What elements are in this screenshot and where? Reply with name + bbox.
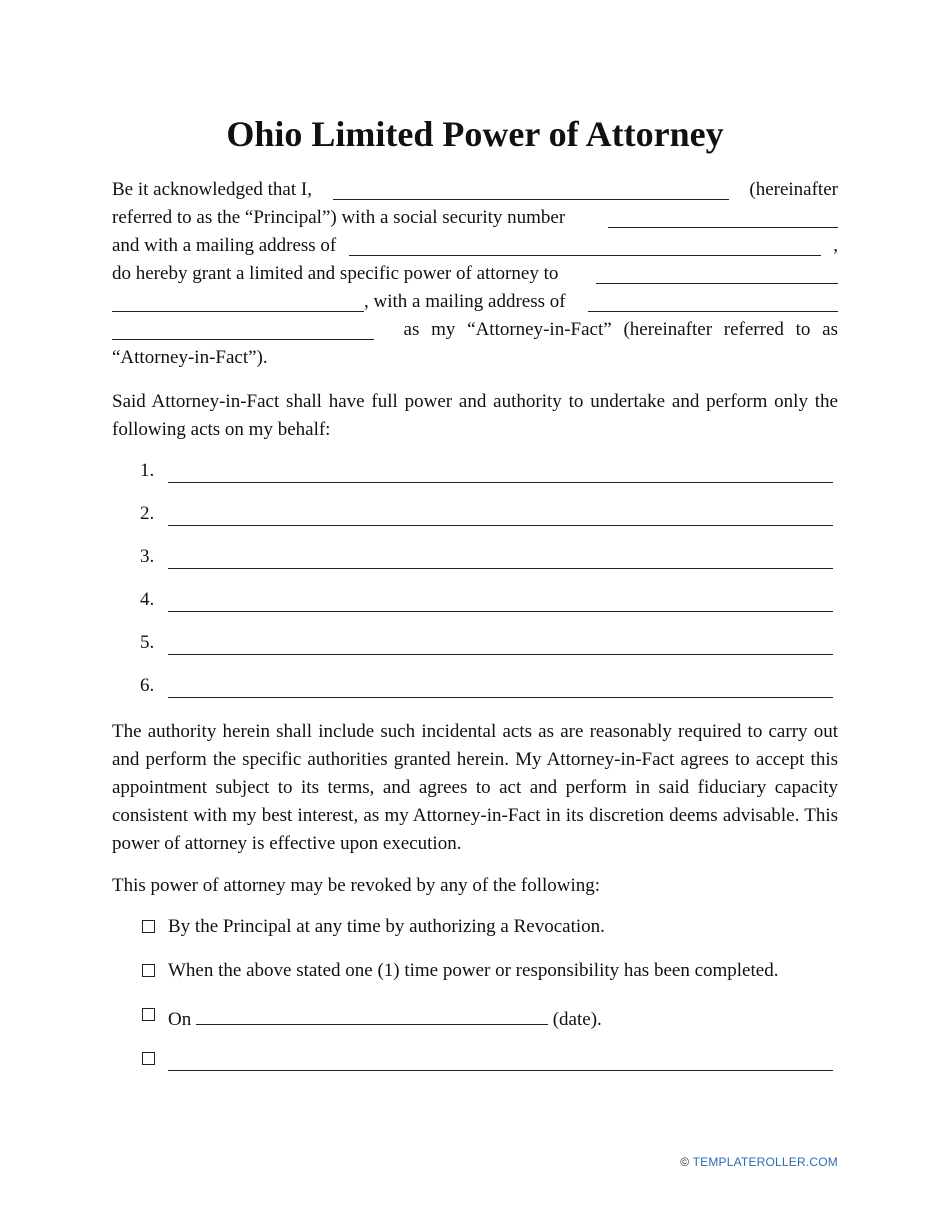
- attorney-address-field[interactable]: [588, 291, 838, 312]
- checkbox[interactable]: [142, 1052, 155, 1065]
- option-label-suffix: (date).: [552, 1009, 602, 1030]
- intro-paragraph: [112, 176, 838, 372]
- act-field[interactable]: [168, 611, 833, 612]
- act-number: 4.: [140, 589, 155, 610]
- ssn-field[interactable]: [608, 207, 838, 228]
- intro-text-3: referred to as the “Principal”) with a social security number: [112, 207, 566, 228]
- option-label-prefix: On: [168, 1009, 192, 1030]
- act-field[interactable]: [168, 568, 833, 569]
- act-field[interactable]: [168, 525, 833, 526]
- page-title: Ohio Limited Power of Attorney: [226, 114, 724, 154]
- intro-line-2: [112, 204, 838, 232]
- intro-text-1: Be it acknowledged that I,: [112, 179, 312, 200]
- act-field[interactable]: [168, 697, 833, 698]
- list-item: [112, 673, 838, 716]
- intro-text-9: “Attorney-in-Fact”).: [112, 347, 268, 368]
- list-item: [112, 501, 838, 544]
- act-field[interactable]: [168, 654, 833, 655]
- revocation-options: [112, 914, 838, 1090]
- revocation-intro: This power of attorney may be revoked by any of the following:: [112, 875, 601, 896]
- act-number: 5.: [140, 632, 155, 653]
- intro-line-3: [112, 232, 838, 260]
- revocation-option-date: [112, 1002, 838, 1046]
- intro-text-2: (hereinafter: [749, 179, 838, 200]
- principal-address-field[interactable]: [349, 235, 821, 256]
- checkbox[interactable]: [142, 964, 155, 977]
- checkbox[interactable]: [142, 920, 155, 933]
- list-item: [112, 630, 838, 673]
- acts-list: [112, 458, 838, 716]
- list-item: [112, 544, 838, 587]
- revocation-option-other: [112, 1046, 838, 1090]
- revocation-option-principal: [112, 914, 838, 958]
- principal-name-field[interactable]: [333, 179, 729, 200]
- revocation-date-field[interactable]: [196, 1004, 548, 1025]
- other-revocation-field[interactable]: [168, 1070, 833, 1071]
- attorney-address-field-cont[interactable]: [112, 319, 374, 340]
- intro-line-5: [112, 288, 838, 316]
- intro-text-4: and with a mailing address of: [112, 235, 337, 256]
- intro-line-4: [112, 260, 838, 288]
- act-field[interactable]: [168, 482, 833, 483]
- intro-text-8: as my “Attorney-in-Fact” (hereinafter referred to as: [403, 319, 838, 340]
- act-number: 6.: [140, 675, 155, 696]
- option-label: When the above stated one (1) time power or responsibility has been completed.: [168, 960, 779, 981]
- intro-line-6: [112, 316, 838, 344]
- checkbox[interactable]: [142, 1008, 155, 1021]
- act-number: 3.: [140, 546, 155, 567]
- list-item: [112, 458, 838, 501]
- templateroller-link[interactable]: TEMPLATEROLLER.COM: [692, 1155, 838, 1169]
- copyright-symbol: ©: [680, 1155, 690, 1169]
- revocation-option-completed: [112, 958, 838, 1002]
- intro-line-7: [112, 344, 838, 372]
- intro-line-1: [112, 176, 838, 204]
- option-label: By the Principal at any time by authorizing a Revocation.: [168, 916, 605, 937]
- attorney-name-field-cont[interactable]: [112, 291, 364, 312]
- footer-credit: [680, 1155, 838, 1169]
- authority-scope-paragraph: The authority herein shall include such incidental acts as are reasonably required to carry out and perform the specific authorities granted herein. My Attorney-in-Fact agrees to accept this appointment subject to its terms, and agrees to act and perform in said fiduciary capacity consistent with my best interest, as my Attorney-in-Fact in its discretion deems advisable. This power of attorney is effective upon execution.: [112, 721, 838, 854]
- authority-intro: Said Attorney-in-Fact shall have full power and authority to undertake and perform only the following acts on my behalf:: [112, 391, 838, 440]
- intro-text-7: , with a mailing address of: [364, 291, 566, 312]
- attorney-name-field[interactable]: [596, 263, 838, 284]
- intro-text-6: do hereby grant a limited and specific power of attorney to: [112, 263, 559, 284]
- act-number: 1.: [140, 460, 155, 481]
- list-item: [112, 587, 838, 630]
- act-number: 2.: [140, 503, 155, 524]
- intro-text-5: ,: [833, 235, 838, 256]
